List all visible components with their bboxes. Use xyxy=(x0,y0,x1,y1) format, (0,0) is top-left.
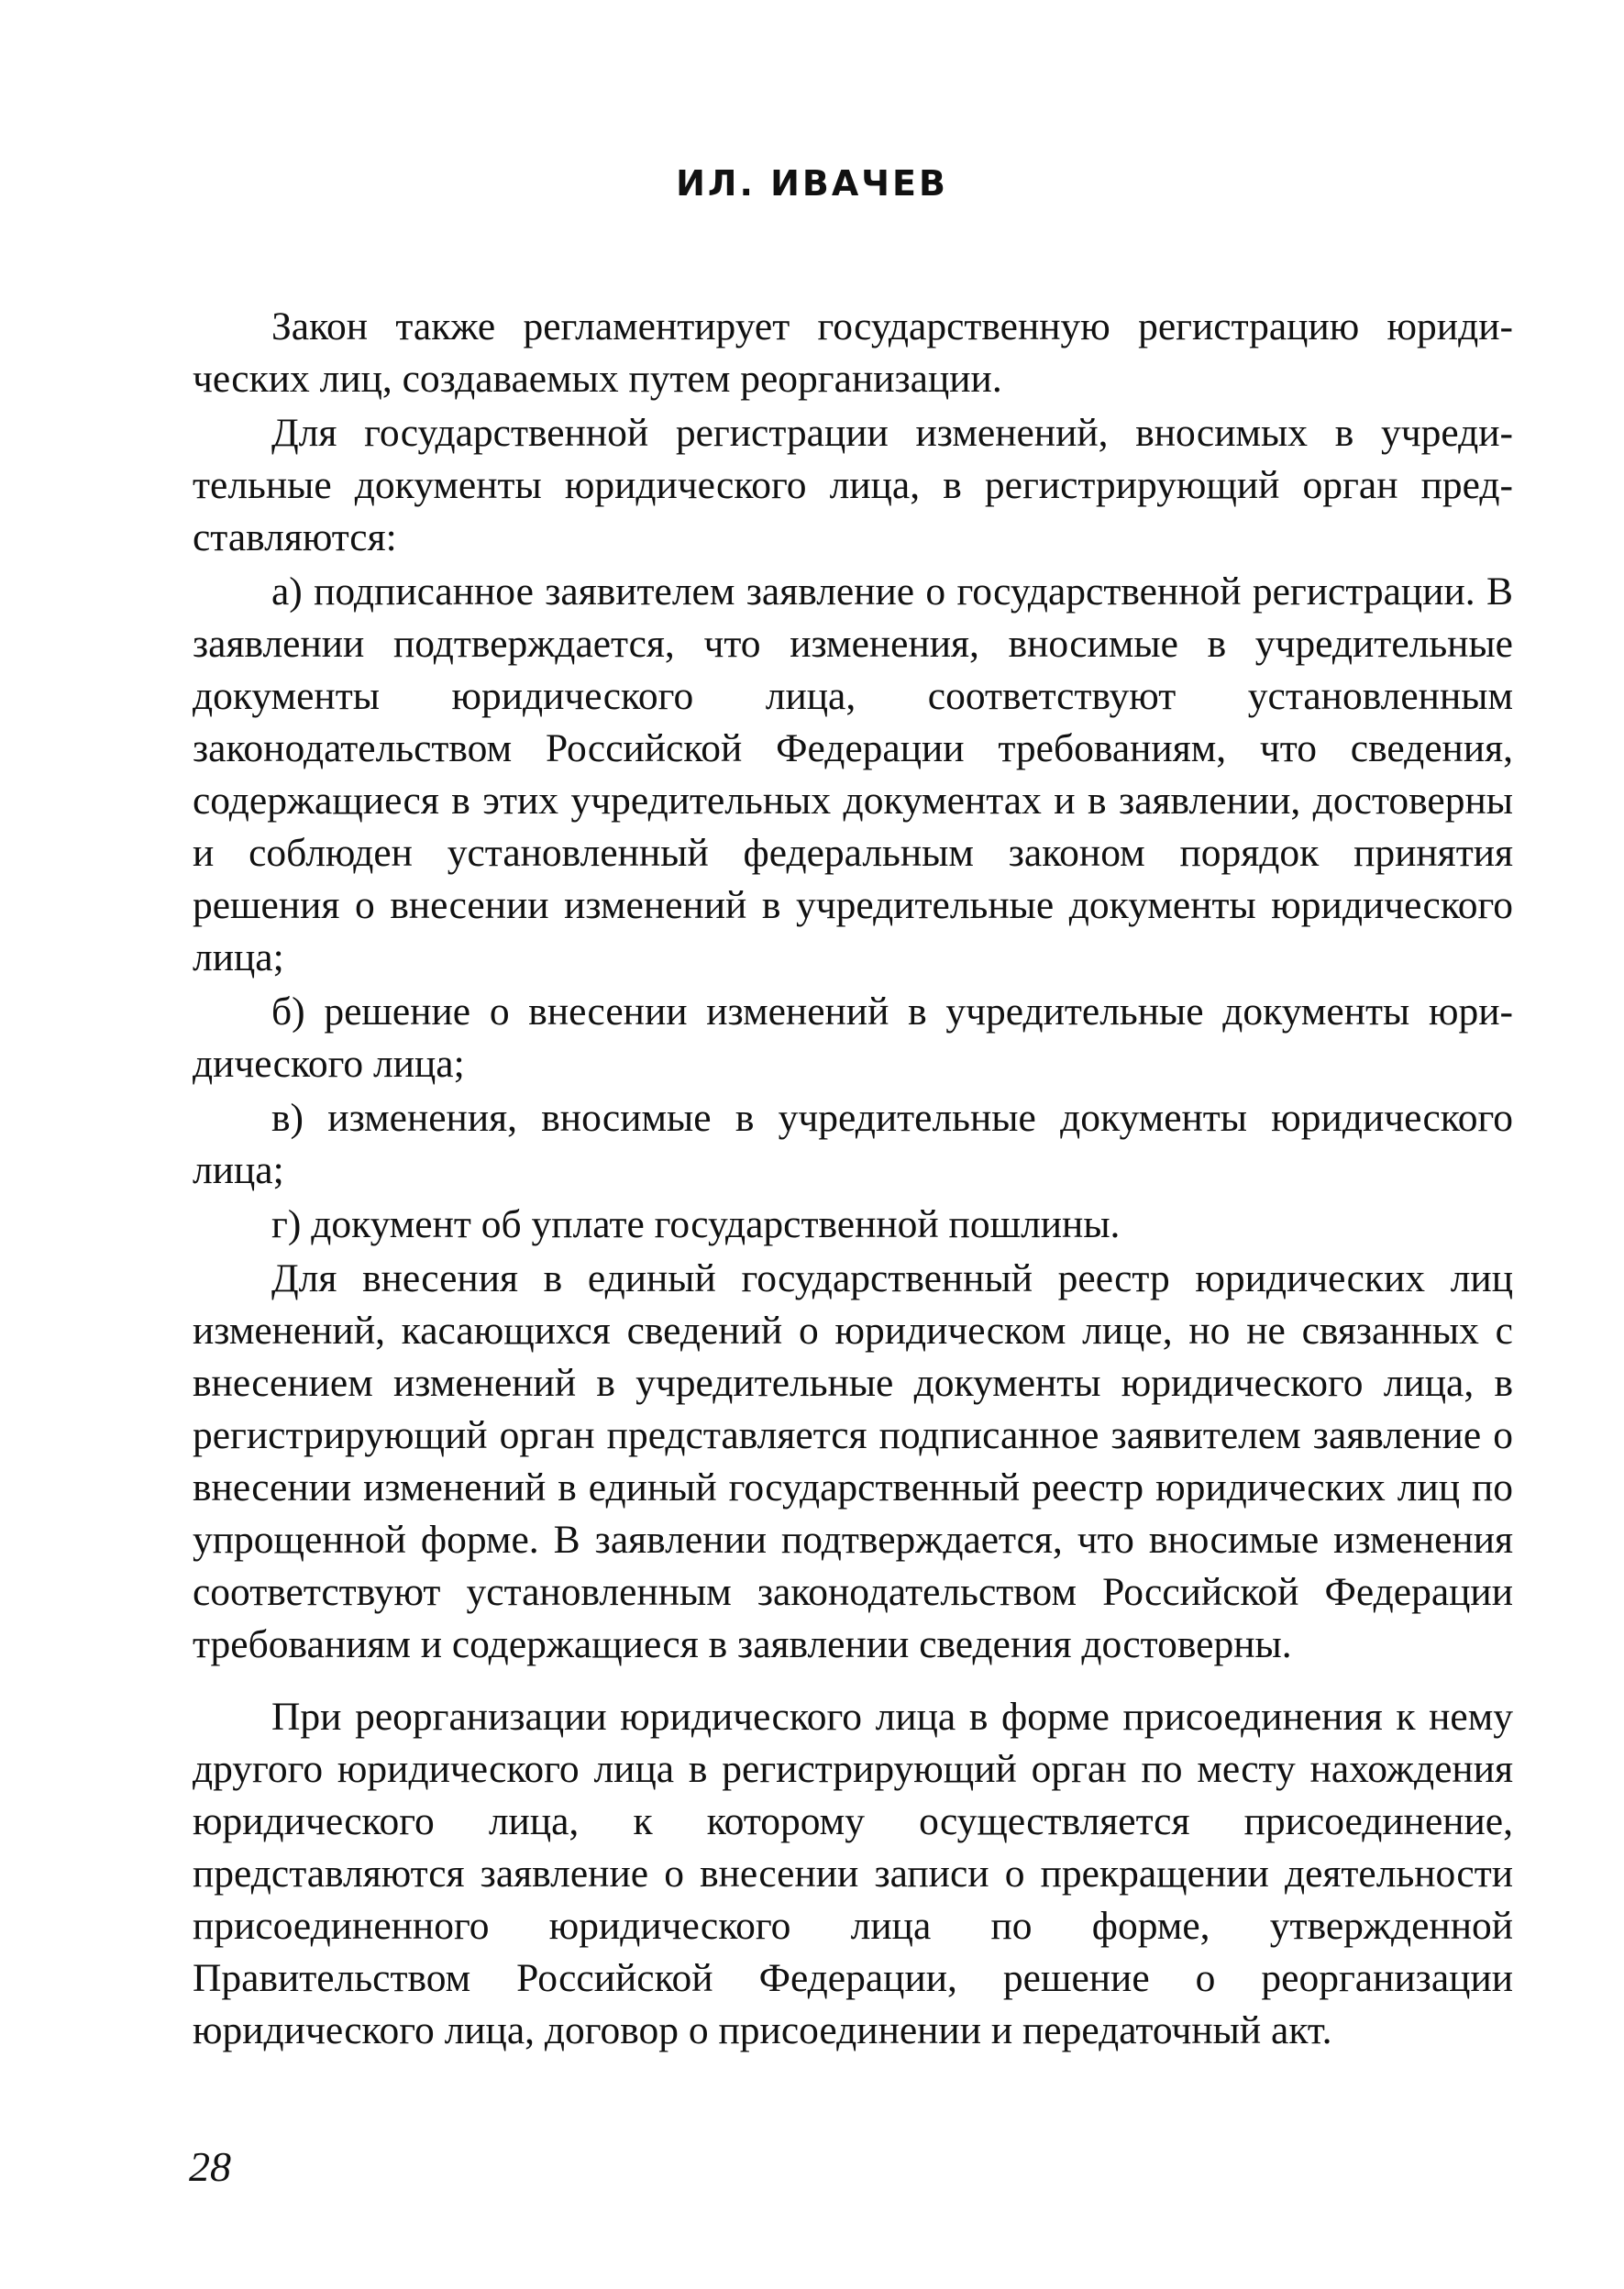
page-number: 28 xyxy=(189,2143,231,2190)
running-head-author: ИЛ. ИВАЧЕВ xyxy=(676,163,948,204)
paragraph-reorganization-registration: Закон также регламентирует государственную регистрацию юридических лиц, создаваемых путем реорганизации. xyxy=(193,304,1513,401)
paragraph-merger-reorganization: При реорганизации юридического лица в форме присоединения к нему другого юридического лица в регистрирующий орган по месту нахождения юридического лица, к которому осуществляется присоединение, представляются заявление о внесении записи о прекращении деятельности присоединенного юридического лица по форме, утвержденной Правительством Российской Федерации, решение о реорганизации юридического лица, договор о присоединении и передаточный акт. xyxy=(193,1695,1513,2052)
body-text xyxy=(193,301,1513,2059)
list-item-a-application: а) подписанное заявителем заявление о государственной регистрации. В заявлении подтверждается, что изменения, вносимые в учредительные документы юридического лица, соответствуют установленным законодательством Российской Федерации требованиям, что сведения, содержащиеся в этих учредительных документах и в заявлении, достоверны и соблюден установленный федеральным законом порядок принятия решения о внесении изменений в учредительные документы юридического лица; xyxy=(193,569,1513,979)
list-item-v-amendments: в) изменения, вносимые в учредительные документы юридического лица; xyxy=(193,1096,1513,1192)
list-item-g-fee-document: г) документ об уплате государственной пошлины. xyxy=(271,1202,1121,1246)
paragraph-amendments-registration: Для государственной регистрации изменений, вносимых в учредительные документы юридического лица, в регистрирующий орган представляются: xyxy=(193,411,1513,559)
paragraph-register-changes: Для внесения в единый государственный реестр юридических лиц изменений, касающихся сведений о юридическом лице, но не связанных с внесением изменений в учредительные документы юридического лица, в регистрирующий орган представляется подписанное заявителем заявление о внесении изменений в единый государственный реестр юридических лиц по упрощенной форме. В заявлении подтверждается, что вносимые изменения соответствуют установленным законодательством Российской Федерации требованиям и содержащиеся в заявлении сведения достоверны. xyxy=(193,1256,1513,1666)
list-item-b-decision: б) решение о внесении изменений в учредительные документы юридического лица; xyxy=(193,990,1513,1086)
